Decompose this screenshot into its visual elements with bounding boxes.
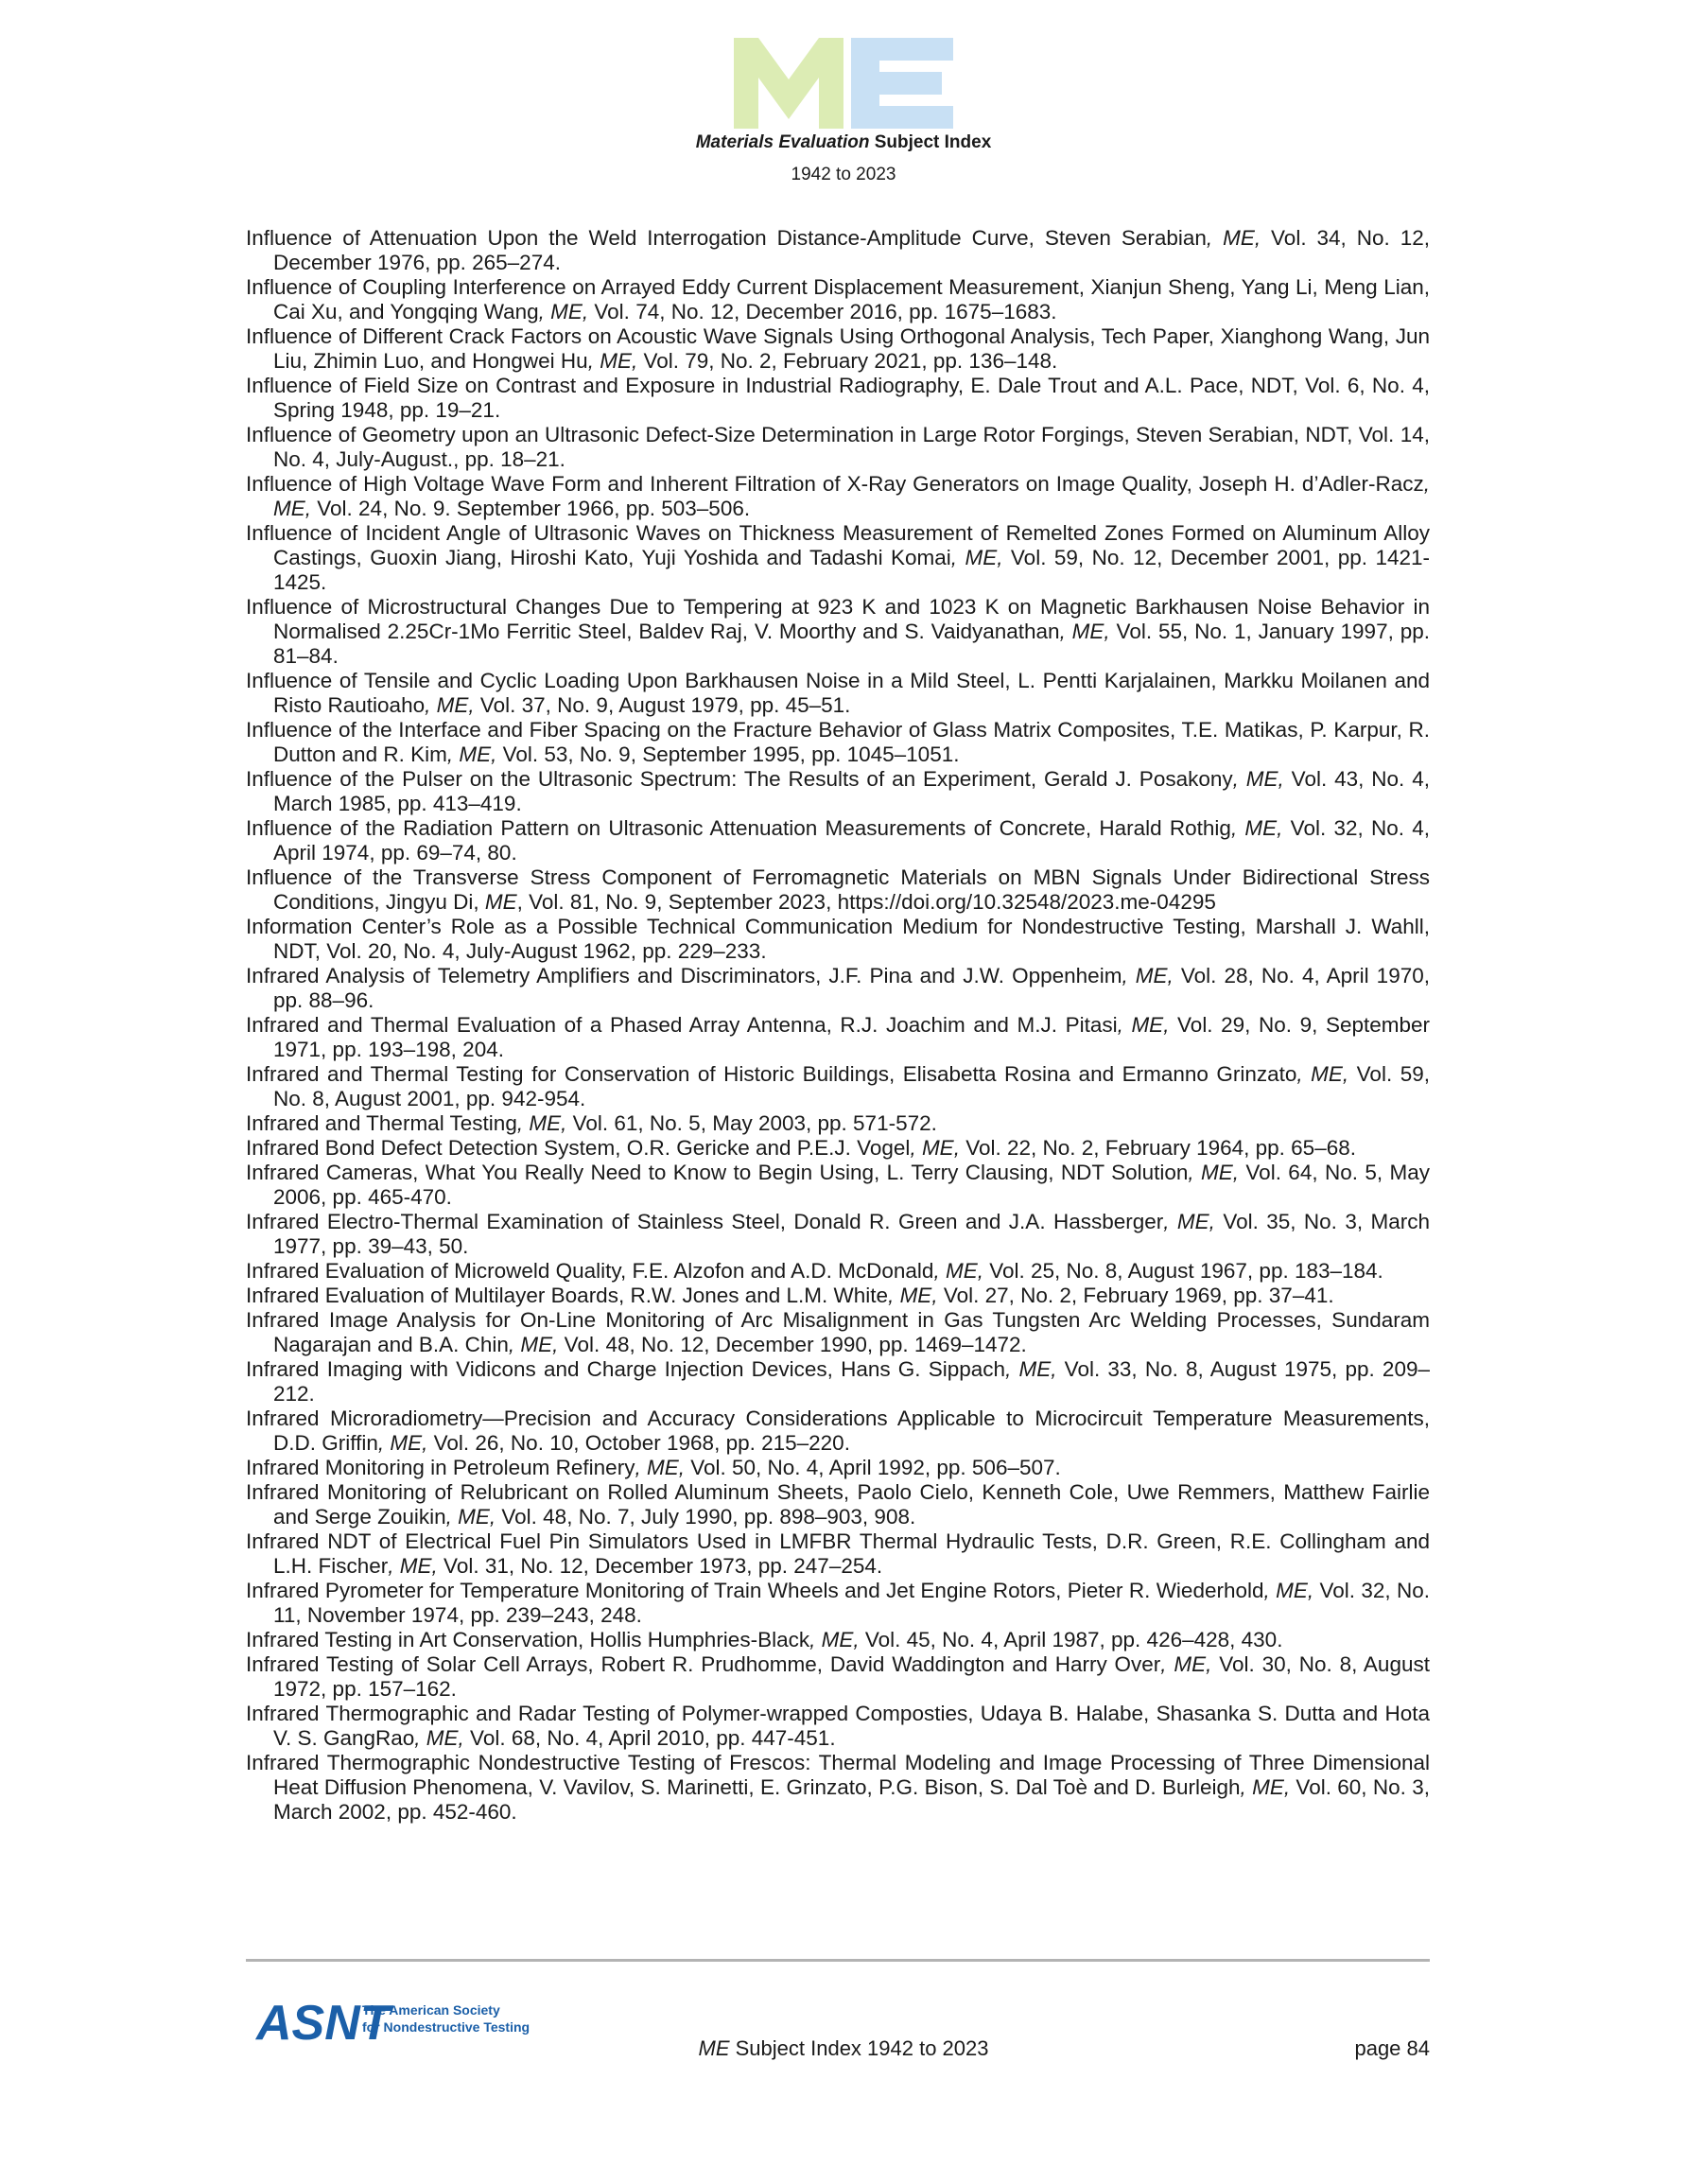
entry-citation: Infrared Pyrometer for Temperature Monitoring of Train Wheels and Jet Engine Rotors, Pieter R. Wiederhold [246, 1579, 1264, 1602]
asnt-logo-text: ASNT [256, 1996, 391, 2051]
entry-citation: Infrared NDT of Electrical Fuel Pin Simulators Used in LMFBR Thermal Hydraulic Tests, D.R. Green, R.E. Collingham and L.H. Fischer [246, 1529, 1430, 1578]
entry-journal: , ME, [1160, 1652, 1212, 1676]
entry-citation: Influence of the Radiation Pattern on Ultrasonic Attenuation Measurements of Concrete, Harald Rothig [246, 816, 1231, 840]
entry-journal: , ME, [414, 1726, 464, 1750]
entry-citation: Influence of the Interface and Fiber Spacing on the Fracture Behavior of Glass Matrix Composites, T.E. Matikas, P. Karpur, R. Dutton and R. Kim [246, 718, 1430, 766]
entry-journal: , ME, [508, 1333, 559, 1356]
entry-citation: Infrared and Thermal Testing for Conservation of Historic Buildings, Elisabetta Rosina and Ermanno Grinzato [246, 1062, 1297, 1086]
index-entry [246, 226, 1430, 275]
entry-journal: , ME, [388, 1554, 438, 1578]
entry-citation: Infrared Monitoring of Relubricant on Rolled Aluminum Sheets, Paolo Cielo, Kenneth Cole, Uwe Remmers, Matthew Fairlie and Serge Zouikin [246, 1480, 1430, 1529]
entry-journal: , ME, [1122, 964, 1174, 987]
entry-journal: , ME, [1240, 1775, 1291, 1799]
entry-citation: Infrared Analysis of Telemetry Amplifiers and Discriminators, J.F. Pina and J.W. Oppenheim [246, 964, 1122, 987]
entry-details: Vol. 64, No. 5, May 2006, pp. 465-470. [273, 1161, 1430, 1209]
entry-details: Vol. 61, No. 5, May 2003, pp. 571-572. [566, 1111, 937, 1135]
index-year-range: 1942 to 2023 [791, 165, 896, 184]
entry-journal: , ME, [516, 1111, 567, 1135]
entry-details: Vol. 28, No. 4, April 1970, pp. 88–96. [273, 964, 1430, 1012]
entry-journal: , ME, [446, 743, 497, 766]
index-entry [246, 472, 1430, 521]
index-entry [246, 1308, 1430, 1357]
entry-details: Vol. 33, No. 8, August 1975, pp. 209–212. [273, 1357, 1430, 1406]
entry-details: Vol. 53, No. 9, September 1995, pp. 1045–1051. [496, 743, 960, 766]
index-entry [246, 1652, 1430, 1702]
index-entry [246, 1456, 1430, 1480]
entry-details: Vol. 35, No. 3, March 1977, pp. 39–43, 50. [273, 1210, 1430, 1258]
me-logo [734, 38, 953, 129]
entry-journal: , ME, [1206, 226, 1261, 250]
entry-citation: Influence of Field Size on Contrast and Exposure in Industrial Radiography, E. Dale Trout and A.L. Pace, NDT, Vol. 6, No. 4, Spring 1948, pp. 19–21. [246, 374, 1430, 422]
index-entry [246, 865, 1430, 915]
footer-divider [246, 1959, 1430, 1962]
entry-details: Vol. 29, No. 9, September 1971, pp. 193–198, 204. [273, 1013, 1431, 1061]
entry-citation: Influence of the Transverse Stress Component of Ferromagnetic Materials on MBN Signals Under Bidirectional Stress Conditions, Jingyu Di, [246, 865, 1430, 914]
entry-details: Vol. 22, No. 2, February 1964, pp. 65–68. [959, 1136, 1356, 1160]
entry-details: Vol. 43, No. 4, March 1985, pp. 413–419. [273, 767, 1430, 815]
entry-citation: Influence of High Voltage Wave Form and Inherent Filtration of X-Ray Generators on Image Quality, Joseph H. d’Adler-Racz [246, 472, 1424, 496]
entry-details: Vol. 45, No. 4, April 1987, pp. 426–428, 430. [859, 1628, 1283, 1651]
entry-citation: Infrared Thermographic and Radar Testing of Polymer-wrapped Composties, Udaya B. Halabe, Shasanka S. Dutta and Hota V. S. GangRao [246, 1702, 1430, 1750]
index-entry [246, 1579, 1430, 1628]
entry-citation: Infrared Bond Defect Detection System, O.R. Gericke and P.E.J. Vogel [246, 1136, 911, 1160]
index-entry [246, 1529, 1430, 1579]
index-entry [246, 1136, 1430, 1161]
footer-title [0, 2036, 1687, 2061]
index-title-italic: Materials Evaluation [695, 132, 870, 152]
entry-journal: , ME, [273, 472, 1430, 520]
entry-journal: , ME, [950, 546, 1003, 569]
entry-journal: , ME, [1117, 1013, 1170, 1037]
entry-list [246, 226, 1430, 1825]
index-entry [246, 816, 1430, 865]
entry-journal: , ME, [910, 1136, 960, 1160]
entry-journal: , ME, [809, 1628, 860, 1651]
index-entry [246, 595, 1430, 669]
entry-details: Vol. 24, No. 9. September 1966, pp. 503–506. [311, 497, 751, 520]
index-entry [246, 767, 1430, 816]
entry-citation: Infrared Cameras, What You Really Need to Know to Begin Using, L. Terry Clausing, NDT Solution [246, 1161, 1189, 1184]
index-entry [246, 1062, 1430, 1111]
entry-citation: Infrared Microradiometry—Precision and Accuracy Considerations Applicable to Microcircuit Temperature Measurements, D.D. Griffin [246, 1406, 1430, 1455]
entry-details: Vol. 30, No. 8, August 1972, pp. 157–162. [273, 1652, 1430, 1701]
index-entry [246, 1210, 1430, 1259]
entry-journal: , ME, [1188, 1161, 1240, 1184]
footer-title-rest: Subject Index 1942 to 2023 [729, 2036, 989, 2060]
entry-journal: , ME, [1163, 1210, 1215, 1233]
entry-journal: , ME, [635, 1456, 685, 1479]
entry-citation: Influence of the Pulser on the Ultrasonic Spectrum: The Results of an Experiment, Gerald J. Posakony [246, 767, 1233, 791]
entry-citation: Infrared Image Analysis for On-Line Monitoring of Arc Misalignment in Gas Tungsten Arc Welding Processes, Sundaram Nagarajan and B.A. Chin [246, 1308, 1430, 1356]
index-title [0, 132, 1687, 153]
entry-details: Vol. 60, No. 3, March 2002, pp. 452-460. [273, 1775, 1430, 1824]
entry-journal: , ME, [587, 349, 638, 373]
index-entry [246, 374, 1430, 423]
entry-journal: ME [484, 890, 517, 914]
index-entry [246, 275, 1430, 324]
entry-citation: Influence of Incident Angle of Ultrasonic Waves on Thickness Measurement of Remelted Zones Formed on Aluminum Alloy Castings, Guoxin Jiang, Hiroshi Kato, Yuji Yoshida and Tadashi Komai [246, 521, 1430, 569]
entry-journal: , ME, [1230, 816, 1283, 840]
entry-citation: Influence of Attenuation Upon the Weld Interrogation Distance-Amplitude Curve, Steven Serabian [246, 226, 1207, 250]
entry-citation: Influence of Geometry upon an Ultrasonic Defect-Size Determination in Large Rotor Forgings, Steven Serabian, NDT, Vol. 14, No. 4, July-August., pp. 18–21. [246, 423, 1430, 471]
entry-journal: , ME, [1263, 1579, 1314, 1602]
entry-journal: , ME, [888, 1284, 938, 1307]
entry-details: Vol. 59, No. 8, August 2001, pp. 942-954. [273, 1062, 1430, 1110]
entry-details: Vol. 50, No. 4, April 1992, pp. 506–507. [684, 1456, 1061, 1479]
index-entry [246, 1111, 1430, 1136]
entry-details: Vol. 74, No. 12, December 2016, pp. 1675–1683. [588, 300, 1057, 323]
index-title-rest: Subject Index [869, 132, 992, 152]
entry-details: Vol. 25, No. 8, August 1967, pp. 183–184. [983, 1259, 1383, 1283]
index-entry [246, 1480, 1430, 1529]
entry-citation: Infrared and Thermal Testing [246, 1111, 517, 1135]
entry-citation: Infrared Monitoring in Petroleum Refinery [246, 1456, 635, 1479]
entry-citation: Influence of Microstructural Changes Due to Tempering at 923 K and 1023 K on Magnetic Barkhausen Noise Behavior in Normalised 2.25Cr-1Mo Ferritic Steel, Baldev Raj, V. Moorthy and S. Vaidyanathan [246, 595, 1430, 643]
index-entry [246, 423, 1430, 472]
entry-journal: , ME, [1059, 620, 1110, 643]
entry-citation: Infrared Electro-Thermal Examination of Stainless Steel, Donald R. Green and J.A. Hassberger [246, 1210, 1164, 1233]
entry-journal: , ME, [377, 1431, 428, 1455]
entry-citation: Infrared Testing of Solar Cell Arrays, Robert R. Prudhomme, David Waddington and Harry Over [246, 1652, 1161, 1676]
asnt-logo-line1: The American Society [362, 2002, 500, 2018]
entry-citation: Influence of Tensile and Cyclic Loading Upon Barkhausen Noise in a Mild Steel, L. Pentti Karjalainen, Markku Moilanen and Risto Rautioaho [246, 669, 1430, 717]
entry-details: , Vol. 81, No. 9, September 2023, https://doi.org/10.32548/2023.me-04295 [516, 890, 1216, 914]
index-entry [246, 1161, 1430, 1210]
entry-details: Vol. 27, No. 2, February 1969, pp. 37–41. [937, 1284, 1334, 1307]
entry-journal: , ME, [1232, 767, 1284, 791]
asnt-logo-line2: for Nondestructive Testing [362, 2019, 530, 2035]
entry-citation: Infrared Imaging with Vidicons and Charge Injection Devices, Hans G. Sippach [246, 1357, 1006, 1381]
entry-details: Vol. 68, No. 4, April 2010, pp. 447-451. [463, 1726, 836, 1750]
index-entry [246, 915, 1430, 964]
entry-citation: Infrared Evaluation of Multilayer Boards, R.W. Jones and L.M. White [246, 1284, 889, 1307]
index-entry [246, 718, 1430, 767]
entry-details: Vol. 31, No. 12, December 1973, pp. 247–254. [437, 1554, 883, 1578]
entry-details: Vol. 32, No. 4, April 1974, pp. 69–74, 80. [273, 816, 1430, 865]
entry-journal: , ME, [1296, 1062, 1349, 1086]
index-entry [246, 1284, 1430, 1308]
entry-journal: , ME, [1005, 1357, 1057, 1381]
entry-details: Vol. 34, No. 12, December 1976, pp. 265–274. [273, 226, 1430, 274]
index-entry [246, 1751, 1430, 1825]
entry-details: Vol. 79, No. 2, February 2021, pp. 136–148. [637, 349, 1058, 373]
entry-citation: Infrared Thermographic Nondestructive Testing of Frescos: Thermal Modeling and Image Processing of Three Dimensional Heat Diffusion Phenomena, V. Vavilov, S. Marinetti, E. Grinzato, P.G. Bison, S. Dal Toè and D. Burleigh [246, 1751, 1430, 1799]
entry-journal: , ME, [425, 693, 475, 717]
index-entry [246, 669, 1430, 718]
index-entry [246, 1702, 1430, 1751]
index-entry [246, 1357, 1430, 1406]
entry-citation: Infrared and Thermal Evaluation of a Phased Array Antenna, R.J. Joachim and M.J. Pitasi [246, 1013, 1118, 1037]
entry-citation: Influence of Different Crack Factors on Acoustic Wave Signals Using Orthogonal Analysis, Tech Paper, Xianghong Wang, Jun Liu, Zhimin Luo, and Hongwei Hu [246, 324, 1430, 373]
index-entry [246, 1259, 1430, 1284]
entry-details: Vol. 55, No. 1, January 1997, pp. 81–84. [273, 620, 1430, 668]
entry-citation: Infrared Testing in Art Conservation, Hollis Humphries-Black [246, 1628, 810, 1651]
entry-journal: , ME, [445, 1505, 496, 1529]
entry-details: Vol. 48, No. 7, July 1990, pp. 898–903, 908. [496, 1505, 916, 1529]
index-entry [246, 1013, 1430, 1062]
entry-journal: , ME, [933, 1259, 983, 1283]
index-entry [246, 324, 1430, 374]
entry-details: Vol. 32, No. 11, November 1974, pp. 239–243, 248. [273, 1579, 1430, 1627]
entry-citation: Influence of Coupling Interference on Arrayed Eddy Current Displacement Measurement, Xianjun Sheng, Yang Li, Meng Lian, Cai Xu, and Yongqing Wang [246, 275, 1430, 323]
footer-title-italic: ME [698, 2036, 730, 2060]
entry-citation: Infrared Evaluation of Microweld Quality, F.E. Alzofon and A.D. McDonald [246, 1259, 934, 1283]
entry-details: Vol. 37, No. 9, August 1979, pp. 45–51. [474, 693, 851, 717]
entry-details: Vol. 48, No. 12, December 1990, pp. 1469–1472. [558, 1333, 1027, 1356]
entry-journal: , ME, [538, 300, 589, 323]
page-number: page 84 [1354, 2036, 1430, 2060]
index-entry [246, 1406, 1430, 1456]
index-entry [246, 964, 1430, 1013]
entry-details: Vol. 26, No. 10, October 1968, pp. 215–220. [427, 1431, 850, 1455]
index-entry [246, 1628, 1430, 1652]
entry-details: Vol. 59, No. 12, December 2001, pp. 1421-1425. [273, 546, 1430, 594]
index-entry [246, 521, 1430, 595]
entry-citation: Information Center’s Role as a Possible Technical Communication Medium for Nondestructive Testing, Marshall J. Wahll, NDT, Vol. 20, No. 4, July-August 1962, pp. 229–233. [246, 915, 1430, 963]
